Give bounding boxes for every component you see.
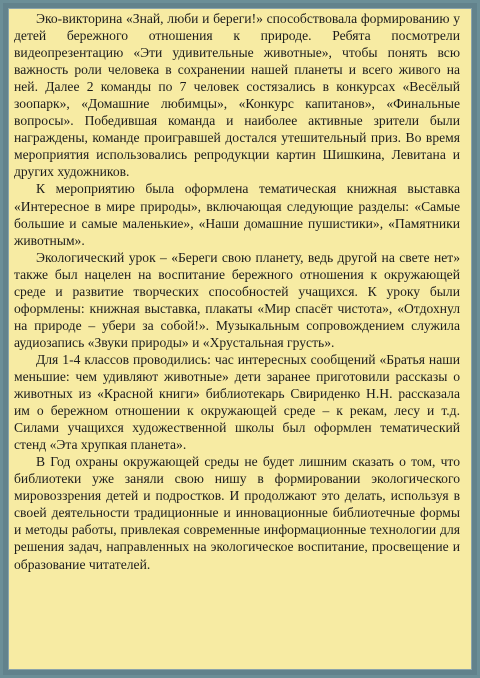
paragraph-grades-1-4: Для 1-4 классов проводились: час интересных сообщений «Братья наши меньшие: чем удивляют животные» дети заранее приготовили рассказы о животных из «Красной книги» библиотекарь Свириденко Н.Н. рассказала им о бережном отношении к окружающей среде – к рекам, лесу и т.д. Силами учащихся художественной школы был оформлен тематический стенд «Эта хрупкая планета». <box>14 351 460 453</box>
paragraph-eco-lesson: Экологический урок – «Береги свою планету, ведь другой на свете нет» также был нацелен на воспитание бережного отношения к окружающей среде и развитие творческих способностей учащихся. К уроку были оформлены: книжная выставка, плакаты «Мир спасёт чистота», «Отдохнул на природе – убери за собой!». Музыкальным сопровождением служила аудиозапись «Звуки природы» и «Хрустальная грусть». <box>14 249 460 350</box>
article-text <box>14 10 460 573</box>
paragraph-book-exhibition: К мероприятию была оформлена тематическая книжная выставка «Интересное в мире природы», включающая следующие разделы: «Самые большие и самые маленькие», «Наши домашние пушистики», «Памятники животным». <box>14 181 460 248</box>
paragraph-eco-quiz: Эко-викторина «Знай, люби и береги!» способствовала формированию у детей бережного отношения к природе. Ребята посмотрели видеопрезентацию «Эти удивительные животные», чтобы понять всю важность роли человека в сохранении нашей планеты и всего живого на ней. Далее 2 команды по 7 человек состязались в конкурсах «Весёлый зоопарк», «Домашние любимцы», «Конкурс капитанов», «Финальные вопросы». Победившая команда и наиболее активные зрители были награждены, команде проигравшей достался утешительный приз. Во время мероприятия использовались репродукции картин Шишкина, Левитана и других художников. <box>14 11 460 180</box>
paragraph-year-of-environment: В Год охраны окружающей среды не будет лишним сказать о том, что библиотеки уже заняли свою нишу в формировании экологического мировоззрения детей и подростков. И продолжают это делать, используя в своей деятельности традиционные и инновационные библиотечные формы и методы работы, привлекая современные информационные технологии для решения задач, направленных на экологическое воспитание, просвещение и образование читателей. <box>14 454 460 572</box>
